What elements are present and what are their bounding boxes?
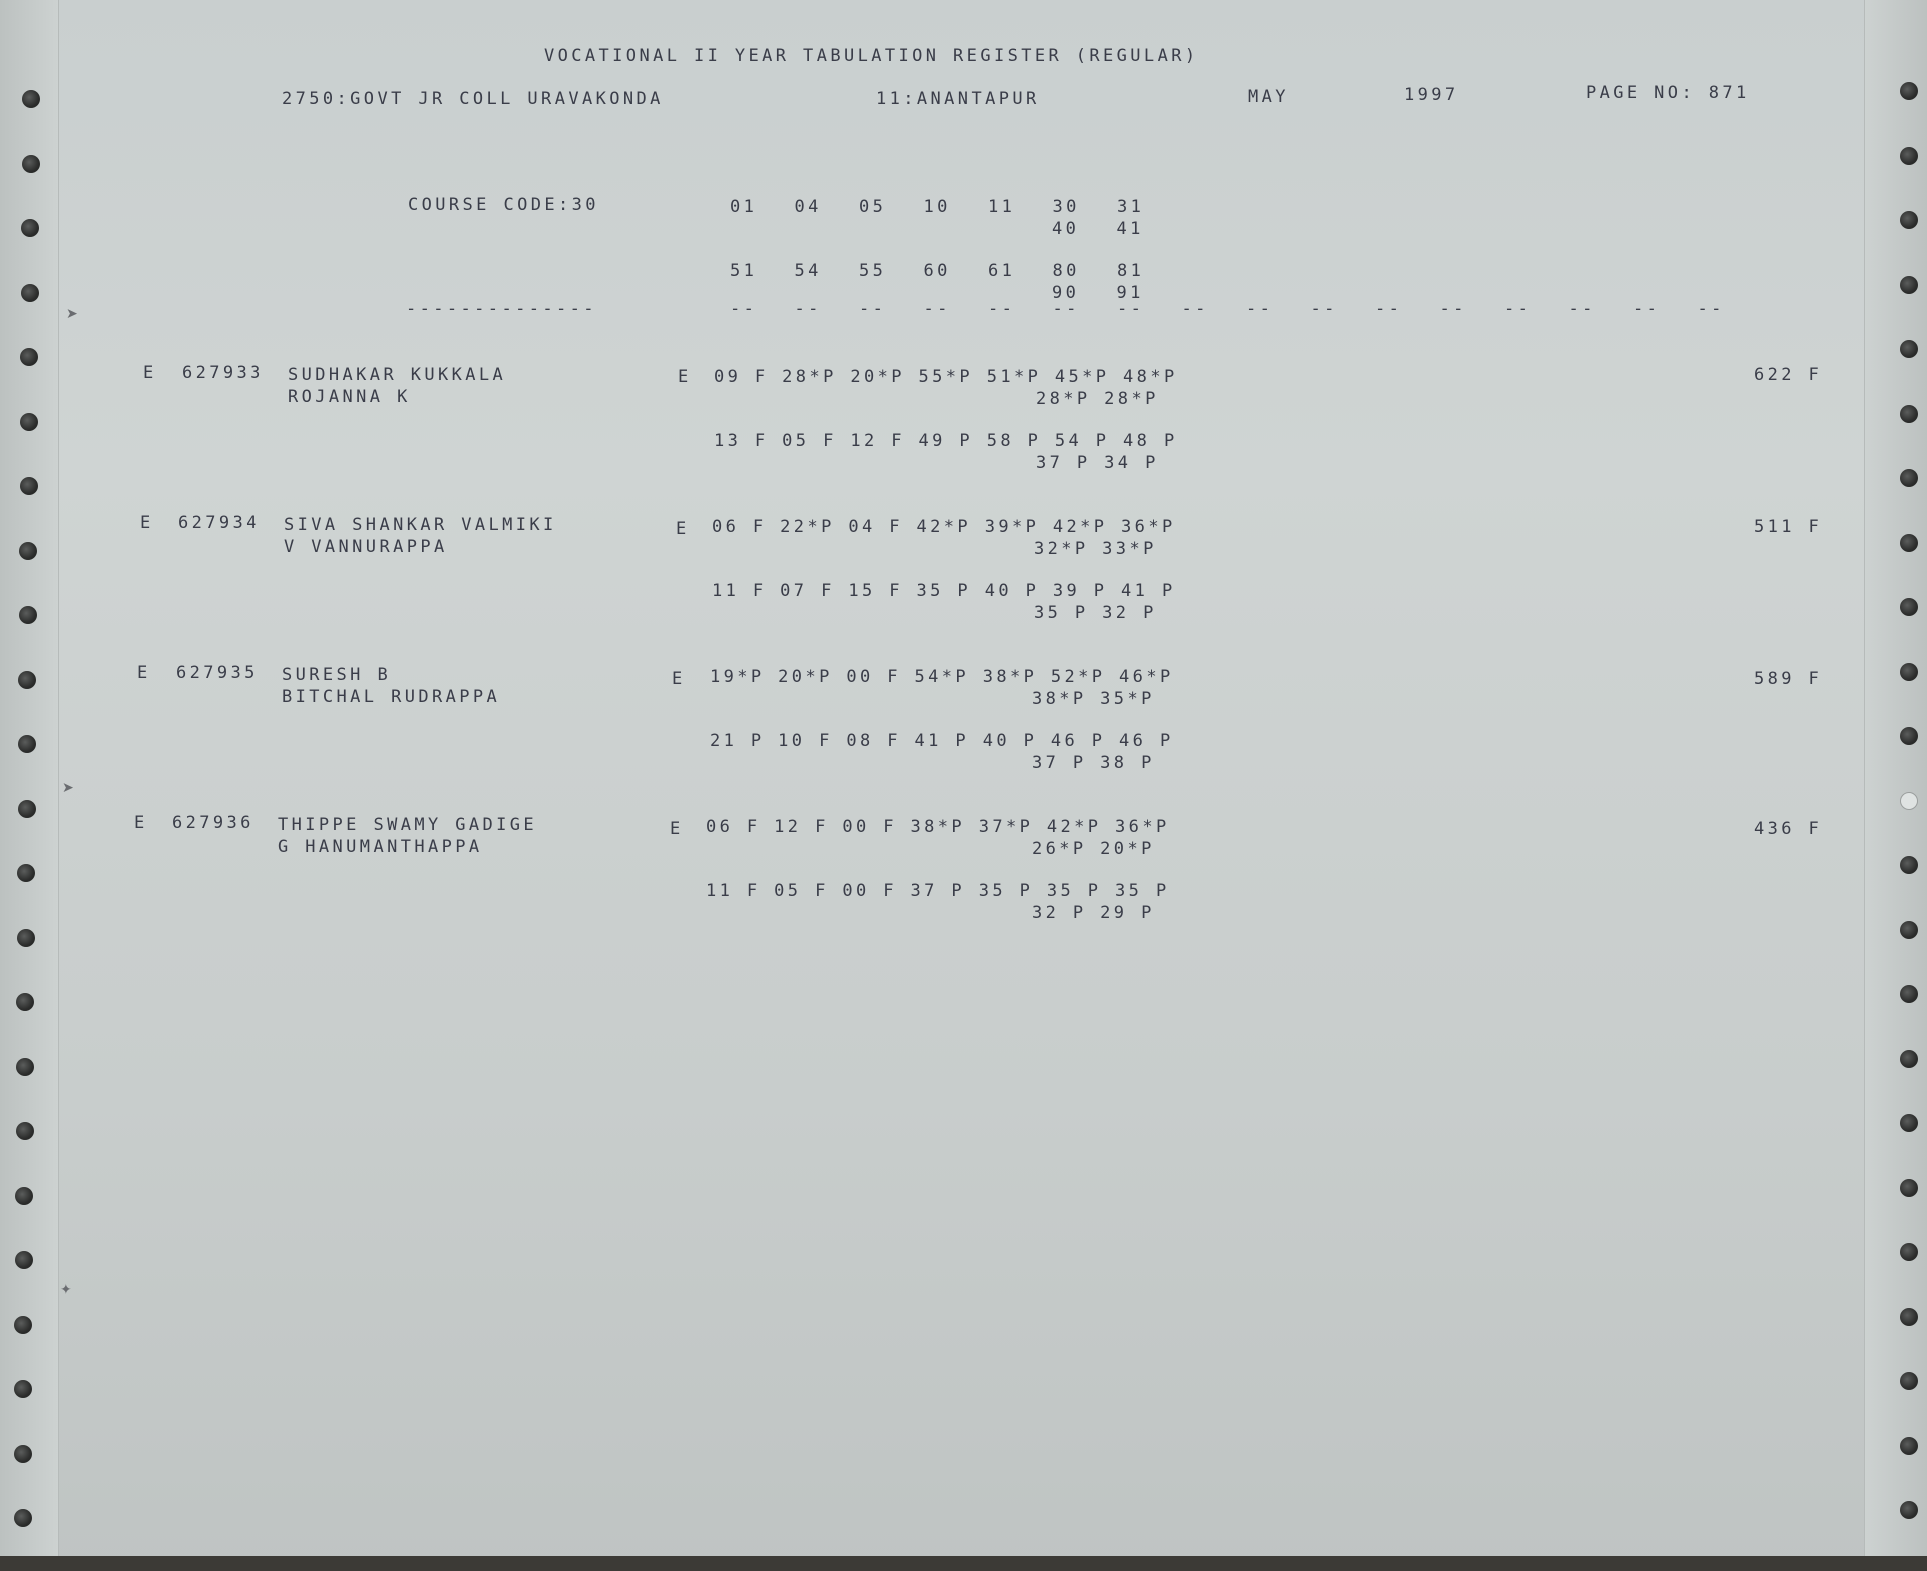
feed-hole-icon	[1900, 276, 1918, 294]
district-name: 11:ANANTAPUR	[876, 89, 1040, 109]
subject-code: 51	[730, 261, 758, 281]
roll-number: 627936	[172, 813, 254, 833]
feed-hole-icon	[1900, 1501, 1918, 1519]
subject-code: 81	[1117, 261, 1145, 281]
subject-code: 30	[1052, 197, 1080, 217]
feed-hole-icon	[1900, 792, 1918, 810]
subject-code: 04	[794, 197, 822, 217]
total-result: 436 F	[1754, 819, 1823, 839]
course-code: COURSE CODE:30	[408, 195, 599, 215]
dash-separator: --	[1439, 299, 1467, 319]
marks-line-2: 11 F 05 F 00 F 37 P 35 P 35 P 35 P	[706, 881, 1170, 901]
dash-separator: --	[1633, 299, 1661, 319]
subject-code: 31	[1117, 197, 1145, 217]
arrow-mark-icon: ➤	[66, 306, 78, 322]
feed-hole-icon	[1900, 147, 1918, 165]
marks-line-1: 09 F 28*P 20*P 55*P 51*P 45*P 48*P	[714, 367, 1178, 387]
parent-name: G HANUMANTHAPPA	[278, 837, 483, 857]
feed-hole-icon	[15, 1251, 33, 1269]
feed-hole-icon	[21, 284, 39, 302]
parent-name: BITCHAL RUDRAPPA	[282, 687, 501, 707]
marks-line-2: 21 P 10 F 08 F 41 P 40 P 46 P 46 P	[710, 731, 1174, 751]
dash-separator: --	[1310, 299, 1338, 319]
marks-line-1b: 26*P 20*P	[1032, 839, 1155, 859]
dot-mark-icon: ✦	[60, 1282, 72, 1298]
feed-hole-icon	[1900, 1372, 1918, 1390]
feed-hole-icon	[1900, 1050, 1918, 1068]
feed-hole-icon	[19, 542, 37, 560]
dash-separator: --	[1181, 299, 1209, 319]
course-underline: --------------	[406, 299, 597, 319]
medium-code: E	[676, 519, 690, 539]
feed-hole-icon	[18, 800, 36, 818]
roll-number: 627933	[182, 363, 264, 383]
feed-hole-icon	[14, 1509, 32, 1527]
medium-code: E	[672, 669, 686, 689]
feed-hole-icon	[1900, 1243, 1918, 1261]
college-name: 2750:GOVT JR COLL URAVAKONDA	[282, 89, 664, 109]
roll-number: 627934	[178, 513, 260, 533]
feed-hole-icon	[1900, 856, 1918, 874]
feed-hole-icon	[18, 671, 36, 689]
total-result: 589 F	[1754, 669, 1823, 689]
subject-code: 01	[730, 197, 758, 217]
feed-hole-icon	[1900, 82, 1918, 100]
feed-hole-icon	[1900, 534, 1918, 552]
feed-hole-icon	[1900, 663, 1918, 681]
marks-line-1: 06 F 22*P 04 F 42*P 39*P 42*P 36*P	[712, 517, 1176, 537]
dash-separator: --	[1117, 299, 1145, 319]
marks-line-1b: 28*P 28*P	[1036, 389, 1159, 409]
feed-hole-icon	[14, 1316, 32, 1334]
feed-hole-icon	[18, 735, 36, 753]
marks-line-2: 11 F 07 F 15 F 35 P 40 P 39 P 41 P	[712, 581, 1176, 601]
marks-line-2b: 35 P 32 P	[1034, 603, 1157, 623]
dash-separator: --	[923, 299, 951, 319]
total-result: 622 F	[1754, 365, 1823, 385]
record-flag: E	[143, 363, 157, 383]
feed-hole-icon	[1900, 985, 1918, 1003]
record-flag: E	[140, 513, 154, 533]
feed-hole-icon	[16, 1058, 34, 1076]
feed-hole-icon	[22, 155, 40, 173]
feed-hole-icon	[1900, 469, 1918, 487]
subject-code: 55	[859, 261, 887, 281]
dash-separator: --	[1052, 299, 1080, 319]
total-result: 511 F	[1754, 517, 1823, 537]
feed-hole-icon	[1900, 727, 1918, 745]
parent-name: ROJANNA K	[288, 387, 411, 407]
subject-code: 80	[1052, 261, 1080, 281]
dash-separator: --	[1246, 299, 1274, 319]
student-name: SIVA SHANKAR VALMIKI	[284, 515, 557, 535]
parent-name: V VANNURAPPA	[284, 537, 448, 557]
feed-hole-icon	[17, 929, 35, 947]
student-name: SUDHAKAR KUKKALA	[288, 365, 507, 385]
dash-separator: --	[730, 299, 758, 319]
arrow-mark-icon: ➤	[62, 780, 74, 796]
medium-code: E	[670, 819, 684, 839]
feed-hole-icon	[15, 1187, 33, 1205]
student-name: SURESH B	[282, 665, 392, 685]
exam-month: MAY	[1248, 87, 1289, 107]
feed-hole-icon	[1900, 1308, 1918, 1326]
subject-code: 61	[988, 261, 1016, 281]
feed-hole-icon	[14, 1445, 32, 1463]
subject-code: 60	[923, 261, 951, 281]
student-name: THIPPE SWAMY GADIGE	[278, 815, 538, 835]
dash-separator: --	[1504, 299, 1532, 319]
feed-hole-icon	[19, 606, 37, 624]
marks-line-2: 13 F 05 F 12 F 49 P 58 P 54 P 48 P	[714, 431, 1178, 451]
feed-hole-icon	[1900, 1114, 1918, 1132]
dash-separator: --	[859, 299, 887, 319]
feed-hole-icon	[1900, 211, 1918, 229]
marks-line-1b: 32*P 33*P	[1034, 539, 1157, 559]
register-title: VOCATIONAL II YEAR TABULATION REGISTER (REGULAR)	[544, 46, 1199, 66]
marks-line-1: 19*P 20*P 00 F 54*P 38*P 52*P 46*P	[710, 667, 1174, 687]
feed-hole-icon	[1900, 1437, 1918, 1455]
subject-code: 40	[1052, 219, 1080, 239]
marks-line-1: 06 F 12 F 00 F 38*P 37*P 42*P 36*P	[706, 817, 1170, 837]
feed-hole-icon	[1900, 340, 1918, 358]
marks-line-2b: 37 P 34 P	[1036, 453, 1159, 473]
dash-separator: --	[1375, 299, 1403, 319]
feed-hole-icon	[20, 477, 38, 495]
marks-line-1b: 38*P 35*P	[1032, 689, 1155, 709]
sheet-bottom-edge	[0, 1556, 1927, 1571]
subject-code: 11	[988, 197, 1016, 217]
dash-separator: --	[794, 299, 822, 319]
marks-line-2b: 37 P 38 P	[1032, 753, 1155, 773]
subject-code: 54	[794, 261, 822, 281]
feed-hole-icon	[1900, 1179, 1918, 1197]
feed-hole-icon	[16, 1122, 34, 1140]
feed-hole-icon	[22, 90, 40, 108]
feed-hole-icon	[1900, 405, 1918, 423]
record-flag: E	[134, 813, 148, 833]
subject-code: 10	[923, 197, 951, 217]
feed-hole-icon	[1900, 921, 1918, 939]
roll-number: 627935	[176, 663, 258, 683]
subject-code: 90	[1052, 283, 1080, 303]
medium-code: E	[678, 367, 692, 387]
dash-separator: --	[1568, 299, 1596, 319]
record-flag: E	[137, 663, 151, 683]
exam-year: 1997	[1404, 85, 1459, 105]
dash-separator: --	[988, 299, 1016, 319]
marks-line-2b: 32 P 29 P	[1032, 903, 1155, 923]
subject-code: 91	[1116, 283, 1144, 303]
feed-hole-icon	[20, 413, 38, 431]
feed-hole-icon	[14, 1380, 32, 1398]
dash-separator: --	[1697, 299, 1725, 319]
right-tractor-strip	[1864, 0, 1927, 1556]
subject-code: 41	[1116, 219, 1144, 239]
feed-hole-icon	[1900, 598, 1918, 616]
page-number: PAGE NO: 871	[1586, 83, 1750, 103]
subject-code: 05	[859, 197, 887, 217]
